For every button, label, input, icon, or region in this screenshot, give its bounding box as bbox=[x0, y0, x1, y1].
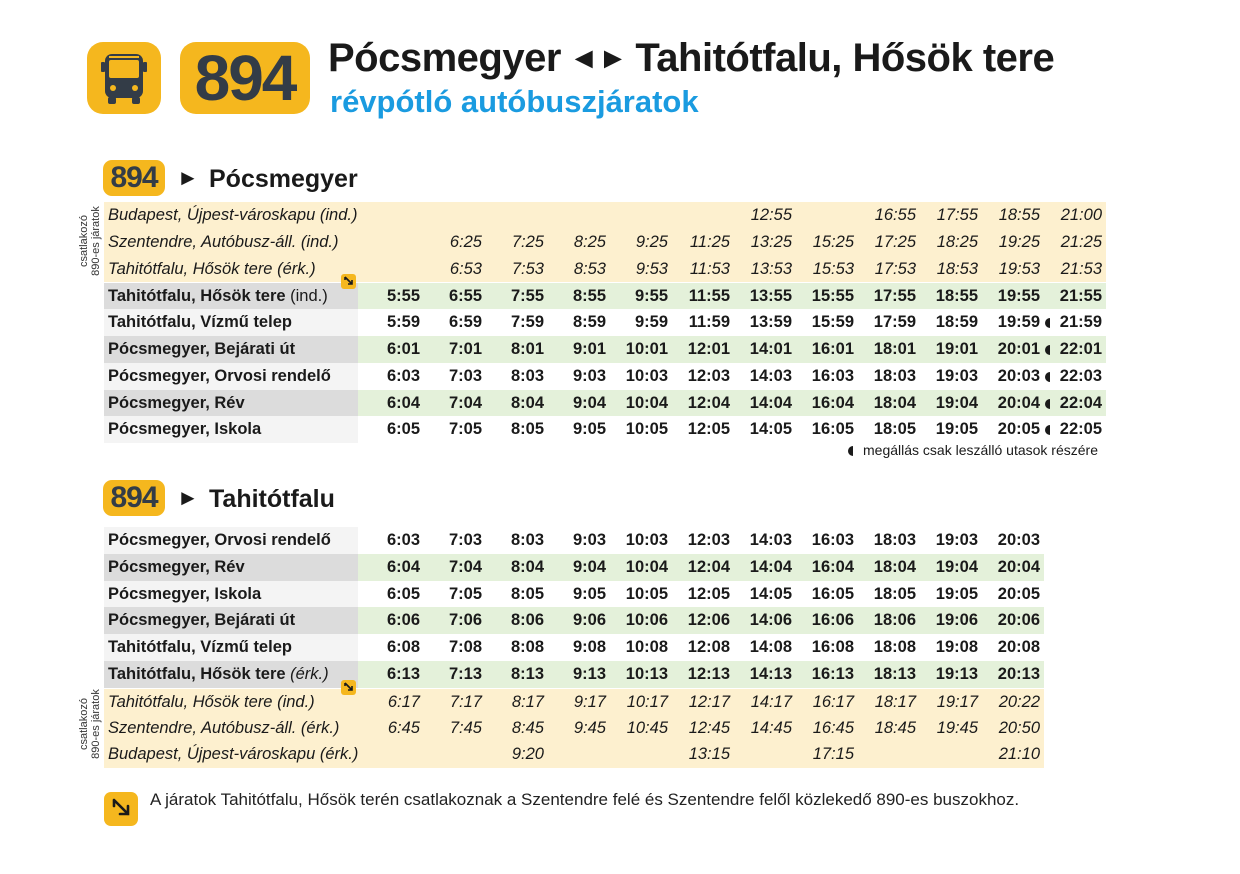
departure-time: 9:05 bbox=[572, 420, 606, 439]
departure-time: 18:06 bbox=[873, 611, 916, 630]
departure-time: 9:13 bbox=[572, 664, 606, 683]
departure-time: 9:04 bbox=[572, 557, 606, 576]
departure-time: 7:25 bbox=[511, 232, 544, 251]
departure-time: 8:05 bbox=[510, 420, 544, 439]
departure-time: 7:03 bbox=[448, 366, 482, 385]
departure-time: 21:53 bbox=[1060, 259, 1102, 278]
departure-time: 6:13 bbox=[386, 664, 420, 683]
side-label-line2: 890-es járatok bbox=[90, 206, 102, 276]
departure-time: 7:06 bbox=[448, 611, 482, 630]
stop-name bbox=[104, 527, 358, 554]
departure-time: 6:03 bbox=[386, 531, 420, 549]
departure-time: 19:08 bbox=[935, 638, 978, 657]
departure-time: 12:17 bbox=[688, 692, 730, 711]
departure-time: 6:05 bbox=[386, 584, 420, 603]
departure-time: 16:55 bbox=[874, 206, 916, 224]
departure-time: 8:25 bbox=[573, 232, 606, 251]
departure-times bbox=[358, 689, 1044, 715]
departure-time: 6:04 bbox=[386, 557, 420, 576]
departure-time: 6:59 bbox=[448, 313, 482, 332]
departure-time: 6:08 bbox=[386, 638, 420, 657]
stop-name-text: Pócsmegyer, Orvosi rendelő bbox=[108, 531, 331, 549]
departure-time: 9:01 bbox=[572, 339, 606, 358]
departure-time: 14:13 bbox=[749, 664, 792, 683]
departure-time: 16:01 bbox=[811, 339, 854, 358]
departure-time: 6:53 bbox=[449, 259, 482, 278]
departure-times bbox=[358, 390, 1106, 417]
departure-time: 18:55 bbox=[935, 287, 978, 306]
footnote: A járatok Tahitótfalu, Hősök terén csatlakoznak a Szentendre felé és Szentendre felől közlekedő 890-es buszokhoz. bbox=[150, 790, 1020, 809]
departure-time: 8:03 bbox=[510, 366, 544, 385]
departure-time: 16:45 bbox=[812, 718, 854, 737]
stop-name bbox=[104, 363, 358, 390]
stop-name-suffix: (érk.) bbox=[285, 664, 329, 683]
departure-time: 18:55 bbox=[998, 206, 1040, 224]
dropoff-only-icon bbox=[848, 446, 853, 456]
departure-times bbox=[358, 741, 1044, 768]
departure-time: 8:03 bbox=[510, 531, 544, 549]
departure-time: 15:59 bbox=[811, 313, 854, 332]
transfer-icon bbox=[341, 680, 356, 695]
departure-time: 14:04 bbox=[749, 393, 792, 412]
departure-time: 22:01 bbox=[1059, 339, 1102, 358]
departure-time: 14:03 bbox=[749, 366, 792, 385]
departure-times bbox=[358, 554, 1044, 581]
departure-time: 17:55 bbox=[936, 206, 978, 224]
stop-name-text: Pócsmegyer, Orvosi rendelő bbox=[108, 366, 331, 385]
side-label-line1: csatlakozó bbox=[78, 215, 90, 267]
departure-time: 10:01 bbox=[625, 339, 668, 358]
departure-time: 17:53 bbox=[874, 259, 916, 278]
departure-time: 17:59 bbox=[873, 313, 916, 332]
departure-time: 19:06 bbox=[935, 611, 978, 630]
title-from: Pócsmegyer bbox=[328, 36, 561, 80]
departure-time: 19:04 bbox=[935, 393, 978, 412]
departure-time: 6:06 bbox=[386, 611, 420, 630]
departure-time: 9:03 bbox=[572, 531, 606, 549]
stop-name bbox=[104, 634, 358, 661]
departure-time: 5:55 bbox=[386, 287, 420, 306]
departure-time: 14:17 bbox=[750, 692, 792, 711]
departure-time: 13:15 bbox=[688, 745, 730, 764]
departure-time: 9:20 bbox=[511, 745, 544, 764]
departure-times bbox=[358, 661, 1044, 688]
departure-time: 18:01 bbox=[873, 339, 916, 358]
departure-time: 6:45 bbox=[387, 718, 420, 737]
legend-text: megállás csak leszálló utasok részére bbox=[863, 442, 1098, 458]
departure-time: 13:25 bbox=[750, 232, 792, 251]
departure-time: 18:17 bbox=[874, 692, 916, 711]
departure-time: 21:00 bbox=[1060, 206, 1102, 224]
departure-time: 20:05 bbox=[997, 420, 1040, 439]
departure-time: 16:06 bbox=[811, 611, 854, 630]
departure-time: 8:17 bbox=[511, 692, 544, 711]
departure-time: 10:05 bbox=[625, 420, 668, 439]
departure-time: 7:13 bbox=[448, 664, 482, 683]
departure-time: 20:06 bbox=[997, 611, 1040, 630]
departure-time: 18:05 bbox=[873, 584, 916, 603]
bidirectional-arrows-icon: ◄► bbox=[568, 42, 628, 75]
stop-name bbox=[104, 416, 358, 443]
direction-arrow-icon: ► bbox=[177, 485, 199, 510]
departure-time: 15:25 bbox=[812, 232, 854, 251]
departure-time: 19:03 bbox=[935, 366, 978, 385]
departure-time: 20:08 bbox=[997, 638, 1040, 657]
departure-time: 12:05 bbox=[687, 420, 730, 439]
departure-time: 19:03 bbox=[935, 531, 978, 549]
departure-time: 12:03 bbox=[687, 531, 730, 549]
departure-time: 21:55 bbox=[1059, 287, 1102, 306]
departure-time: 18:45 bbox=[874, 718, 916, 737]
departure-time: 19:13 bbox=[935, 664, 978, 683]
departure-time: 16:03 bbox=[811, 366, 854, 385]
departure-times bbox=[358, 363, 1106, 390]
stop-name bbox=[104, 309, 358, 336]
departure-time: 12:55 bbox=[750, 206, 792, 224]
departure-time: 9:45 bbox=[573, 718, 606, 737]
dropoff-only-icon bbox=[1045, 399, 1050, 409]
departure-time: 21:10 bbox=[998, 745, 1040, 764]
departure-time: 11:25 bbox=[689, 232, 730, 251]
stop-name: Szentendre, Autóbusz-áll. (ind.) bbox=[104, 229, 358, 256]
departure-time: 10:13 bbox=[625, 664, 668, 683]
departure-times bbox=[358, 581, 1044, 608]
stop-name: Budapest, Újpest-városkapu (érk.) bbox=[104, 741, 358, 768]
stop-name-text: Tahitótfalu, Hősök tere bbox=[108, 287, 286, 306]
departure-time: 9:53 bbox=[635, 259, 668, 278]
departure-time: 14:04 bbox=[749, 557, 792, 576]
departure-time: 8:59 bbox=[572, 313, 606, 332]
departure-time: 7:05 bbox=[448, 584, 482, 603]
departure-time: 22:04 bbox=[1059, 393, 1102, 412]
stop-name bbox=[104, 390, 358, 417]
departure-time: 14:01 bbox=[749, 339, 792, 358]
direction-arrow-icon: ► bbox=[177, 165, 199, 190]
stop-name-text: Tahitótfalu, Hősök tere bbox=[108, 664, 286, 683]
departure-times bbox=[358, 634, 1044, 661]
departure-time: 18:13 bbox=[873, 664, 916, 683]
departure-time: 19:45 bbox=[936, 718, 978, 737]
departure-time: 16:04 bbox=[811, 557, 854, 576]
page-title bbox=[328, 36, 1054, 81]
transfer-icon bbox=[341, 274, 356, 289]
route-number-badge: 894 bbox=[180, 42, 310, 114]
departure-times bbox=[358, 229, 1106, 256]
departure-time: 11:53 bbox=[689, 259, 730, 278]
departure-time: 18:03 bbox=[873, 531, 916, 549]
stop-name-text: Pócsmegyer, Iskola bbox=[108, 420, 262, 439]
departure-time: 12:03 bbox=[687, 366, 730, 385]
departure-time: 12:05 bbox=[687, 584, 730, 603]
departure-time: 14:06 bbox=[749, 611, 792, 630]
departure-time: 10:08 bbox=[625, 638, 668, 657]
departure-time: 20:01 bbox=[997, 339, 1040, 358]
departure-times bbox=[358, 416, 1106, 443]
departure-time: 6:17 bbox=[387, 692, 420, 711]
departure-time: 10:04 bbox=[625, 393, 668, 412]
stop-name bbox=[104, 607, 358, 634]
departure-time: 15:55 bbox=[811, 287, 854, 306]
departure-time: 14:03 bbox=[749, 531, 792, 549]
side-label-line2: 890-es járatok bbox=[90, 689, 102, 759]
stop-name bbox=[104, 336, 358, 363]
stop-name: Budapest, Újpest-városkapu (ind.) bbox=[104, 202, 358, 229]
departure-time: 18:25 bbox=[936, 232, 978, 251]
departure-time: 18:05 bbox=[873, 420, 916, 439]
departure-time: 12:13 bbox=[687, 664, 730, 683]
departure-time: 20:05 bbox=[997, 584, 1040, 603]
departure-time: 10:05 bbox=[625, 584, 668, 603]
departure-time: 14:05 bbox=[749, 584, 792, 603]
title-to: Tahitótfalu, Hősök tere bbox=[635, 36, 1055, 80]
bus-icon bbox=[87, 42, 161, 114]
departure-time: 17:55 bbox=[873, 287, 916, 306]
departure-time: 21:25 bbox=[1060, 232, 1102, 251]
departure-time: 20:04 bbox=[997, 557, 1040, 576]
departure-time: 20:22 bbox=[998, 692, 1040, 711]
departure-time: 18:53 bbox=[936, 259, 978, 278]
connecting-lines-label bbox=[78, 204, 102, 278]
departure-time: 20:03 bbox=[997, 531, 1040, 549]
departure-times bbox=[358, 202, 1106, 229]
departure-time: 21:59 bbox=[1059, 313, 1102, 332]
departure-time: 14:45 bbox=[750, 718, 792, 737]
section-route-badge: 894 bbox=[103, 480, 165, 516]
departure-time: 10:06 bbox=[625, 611, 668, 630]
stop-name-text: Pócsmegyer, Iskola bbox=[108, 584, 262, 603]
stop-name bbox=[104, 554, 358, 581]
departure-time: 8:53 bbox=[573, 259, 606, 278]
stop-name-text: Tahitótfalu, Vízmű telep bbox=[108, 313, 292, 332]
departure-time: 9:55 bbox=[634, 287, 668, 306]
departure-time: 8:01 bbox=[510, 339, 544, 358]
departure-time: 15:53 bbox=[812, 259, 854, 278]
departure-time: 7:03 bbox=[448, 531, 482, 549]
side-label-line1: csatlakozó bbox=[78, 698, 90, 750]
departure-time: 16:08 bbox=[811, 638, 854, 657]
departure-time: 16:05 bbox=[811, 584, 854, 603]
legend-dropoff-only bbox=[848, 442, 1098, 458]
departure-time: 7:05 bbox=[448, 420, 482, 439]
departure-time: 11:59 bbox=[688, 313, 730, 332]
departure-time: 7:53 bbox=[511, 259, 544, 278]
departure-times bbox=[358, 283, 1106, 309]
departure-time: 8:08 bbox=[510, 638, 544, 657]
departure-time: 16:03 bbox=[811, 531, 854, 549]
departure-times bbox=[358, 527, 1044, 554]
departure-times bbox=[358, 256, 1106, 283]
connecting-lines-label bbox=[78, 684, 102, 764]
departure-time: 9:59 bbox=[634, 313, 668, 332]
departure-time: 6:04 bbox=[386, 393, 420, 412]
departure-times bbox=[358, 715, 1044, 742]
departure-time: 8:06 bbox=[510, 611, 544, 630]
stop-name: Szentendre, Autóbusz-áll. (érk.) bbox=[104, 715, 358, 742]
departure-time: 7:04 bbox=[448, 557, 482, 576]
departure-time: 13:55 bbox=[749, 287, 792, 306]
departure-time: 6:55 bbox=[448, 287, 482, 306]
departure-time: 7:45 bbox=[449, 718, 482, 737]
dropoff-only-icon bbox=[1045, 318, 1050, 328]
departure-time: 19:01 bbox=[935, 339, 978, 358]
departure-time: 16:05 bbox=[811, 420, 854, 439]
departure-time: 10:03 bbox=[625, 531, 668, 549]
stop-name-suffix: (ind.) bbox=[285, 287, 328, 306]
departure-time: 7:55 bbox=[510, 287, 544, 306]
page-subtitle: révpótló autóbuszjáratok bbox=[330, 84, 699, 119]
departure-time: 19:53 bbox=[998, 259, 1040, 278]
departure-time: 7:08 bbox=[448, 638, 482, 657]
stop-name-text: Pócsmegyer, Rév bbox=[108, 393, 245, 412]
departure-times bbox=[358, 336, 1106, 363]
stop-name: Tahitótfalu, Hősök tere (ind.) bbox=[104, 689, 358, 716]
departure-time: 7:04 bbox=[448, 393, 482, 412]
departure-time: 16:04 bbox=[811, 393, 854, 412]
departure-time: 20:04 bbox=[997, 393, 1040, 412]
stop-name-text: Pócsmegyer, Rév bbox=[108, 557, 245, 576]
departure-time: 9:03 bbox=[572, 366, 606, 385]
departure-time: 7:01 bbox=[448, 339, 482, 358]
departure-time: 9:05 bbox=[572, 584, 606, 603]
departure-time: 10:45 bbox=[626, 718, 668, 737]
departure-time: 13:53 bbox=[750, 259, 792, 278]
departure-time: 19:55 bbox=[997, 287, 1040, 306]
departure-times bbox=[358, 607, 1044, 634]
stop-name-text: Tahitótfalu, Vízmű telep bbox=[108, 638, 292, 657]
departure-time: 22:05 bbox=[1059, 420, 1102, 439]
departure-time: 5:59 bbox=[386, 313, 420, 332]
section-title: Pócsmegyer bbox=[209, 165, 358, 193]
departure-time: 14:05 bbox=[749, 420, 792, 439]
departure-time: 7:17 bbox=[449, 692, 482, 711]
departure-time: 6:25 bbox=[449, 232, 482, 251]
departure-time: 12:45 bbox=[688, 718, 730, 737]
departure-time: 22:03 bbox=[1059, 366, 1102, 385]
departure-time: 19:05 bbox=[935, 420, 978, 439]
departure-time: 19:17 bbox=[936, 692, 978, 711]
departure-time: 9:25 bbox=[635, 232, 668, 251]
departure-time: 16:13 bbox=[811, 664, 854, 683]
departure-time: 7:59 bbox=[510, 313, 544, 332]
departure-time: 6:05 bbox=[386, 420, 420, 439]
departure-time: 18:08 bbox=[873, 638, 916, 657]
departure-time: 19:59 bbox=[997, 313, 1040, 332]
departure-times bbox=[358, 309, 1106, 336]
stop-name bbox=[104, 283, 358, 310]
departure-time: 16:17 bbox=[812, 692, 854, 711]
departure-time: 8:13 bbox=[510, 664, 544, 683]
departure-time: 13:59 bbox=[749, 313, 792, 332]
departure-time: 20:50 bbox=[998, 718, 1040, 737]
departure-time: 8:04 bbox=[510, 393, 544, 412]
departure-time: 9:06 bbox=[572, 611, 606, 630]
departure-time: 6:01 bbox=[386, 339, 420, 358]
departure-time: 8:04 bbox=[510, 557, 544, 576]
stop-name bbox=[104, 661, 358, 688]
departure-time: 19:05 bbox=[935, 584, 978, 603]
departure-time: 18:03 bbox=[873, 366, 916, 385]
departure-time: 10:04 bbox=[625, 557, 668, 576]
departure-time: 12:01 bbox=[687, 339, 730, 358]
departure-time: 8:05 bbox=[510, 584, 544, 603]
departure-time: 12:04 bbox=[687, 393, 730, 412]
departure-time: 8:55 bbox=[572, 287, 606, 306]
departure-time: 20:03 bbox=[997, 366, 1040, 385]
stop-name: Tahitótfalu, Hősök tere (érk.) bbox=[104, 256, 358, 283]
stop-name-text: Pócsmegyer, Bejárati út bbox=[108, 339, 296, 358]
departure-time: 11:55 bbox=[688, 287, 730, 306]
section-title: Tahitótfalu bbox=[209, 485, 335, 513]
departure-time: 10:03 bbox=[625, 366, 668, 385]
departure-time: 10:17 bbox=[626, 692, 668, 711]
stop-name bbox=[104, 581, 358, 608]
departure-time: 17:25 bbox=[874, 232, 916, 251]
departure-time: 9:04 bbox=[572, 393, 606, 412]
departure-time: 19:04 bbox=[935, 557, 978, 576]
departure-time: 20:13 bbox=[997, 664, 1040, 683]
dropoff-only-icon bbox=[1045, 372, 1050, 382]
dropoff-only-icon bbox=[1045, 345, 1050, 355]
departure-time: 14:08 bbox=[749, 638, 792, 657]
departure-time: 18:59 bbox=[935, 313, 978, 332]
departure-time: 12:08 bbox=[687, 638, 730, 657]
departure-time: 18:04 bbox=[873, 557, 916, 576]
stop-name-text: Pócsmegyer, Bejárati út bbox=[108, 611, 296, 630]
departure-time: 17:15 bbox=[812, 745, 854, 764]
section-route-badge: 894 bbox=[103, 160, 165, 196]
departure-time: 6:03 bbox=[386, 366, 420, 385]
departure-time: 9:17 bbox=[573, 692, 606, 711]
departure-time: 12:04 bbox=[687, 557, 730, 576]
departure-time: 18:04 bbox=[873, 393, 916, 412]
departure-time: 12:06 bbox=[687, 611, 730, 630]
departure-time: 8:45 bbox=[511, 718, 544, 737]
transfer-icon bbox=[104, 792, 138, 826]
departure-time: 9:08 bbox=[572, 638, 606, 657]
departure-time: 19:25 bbox=[998, 232, 1040, 251]
